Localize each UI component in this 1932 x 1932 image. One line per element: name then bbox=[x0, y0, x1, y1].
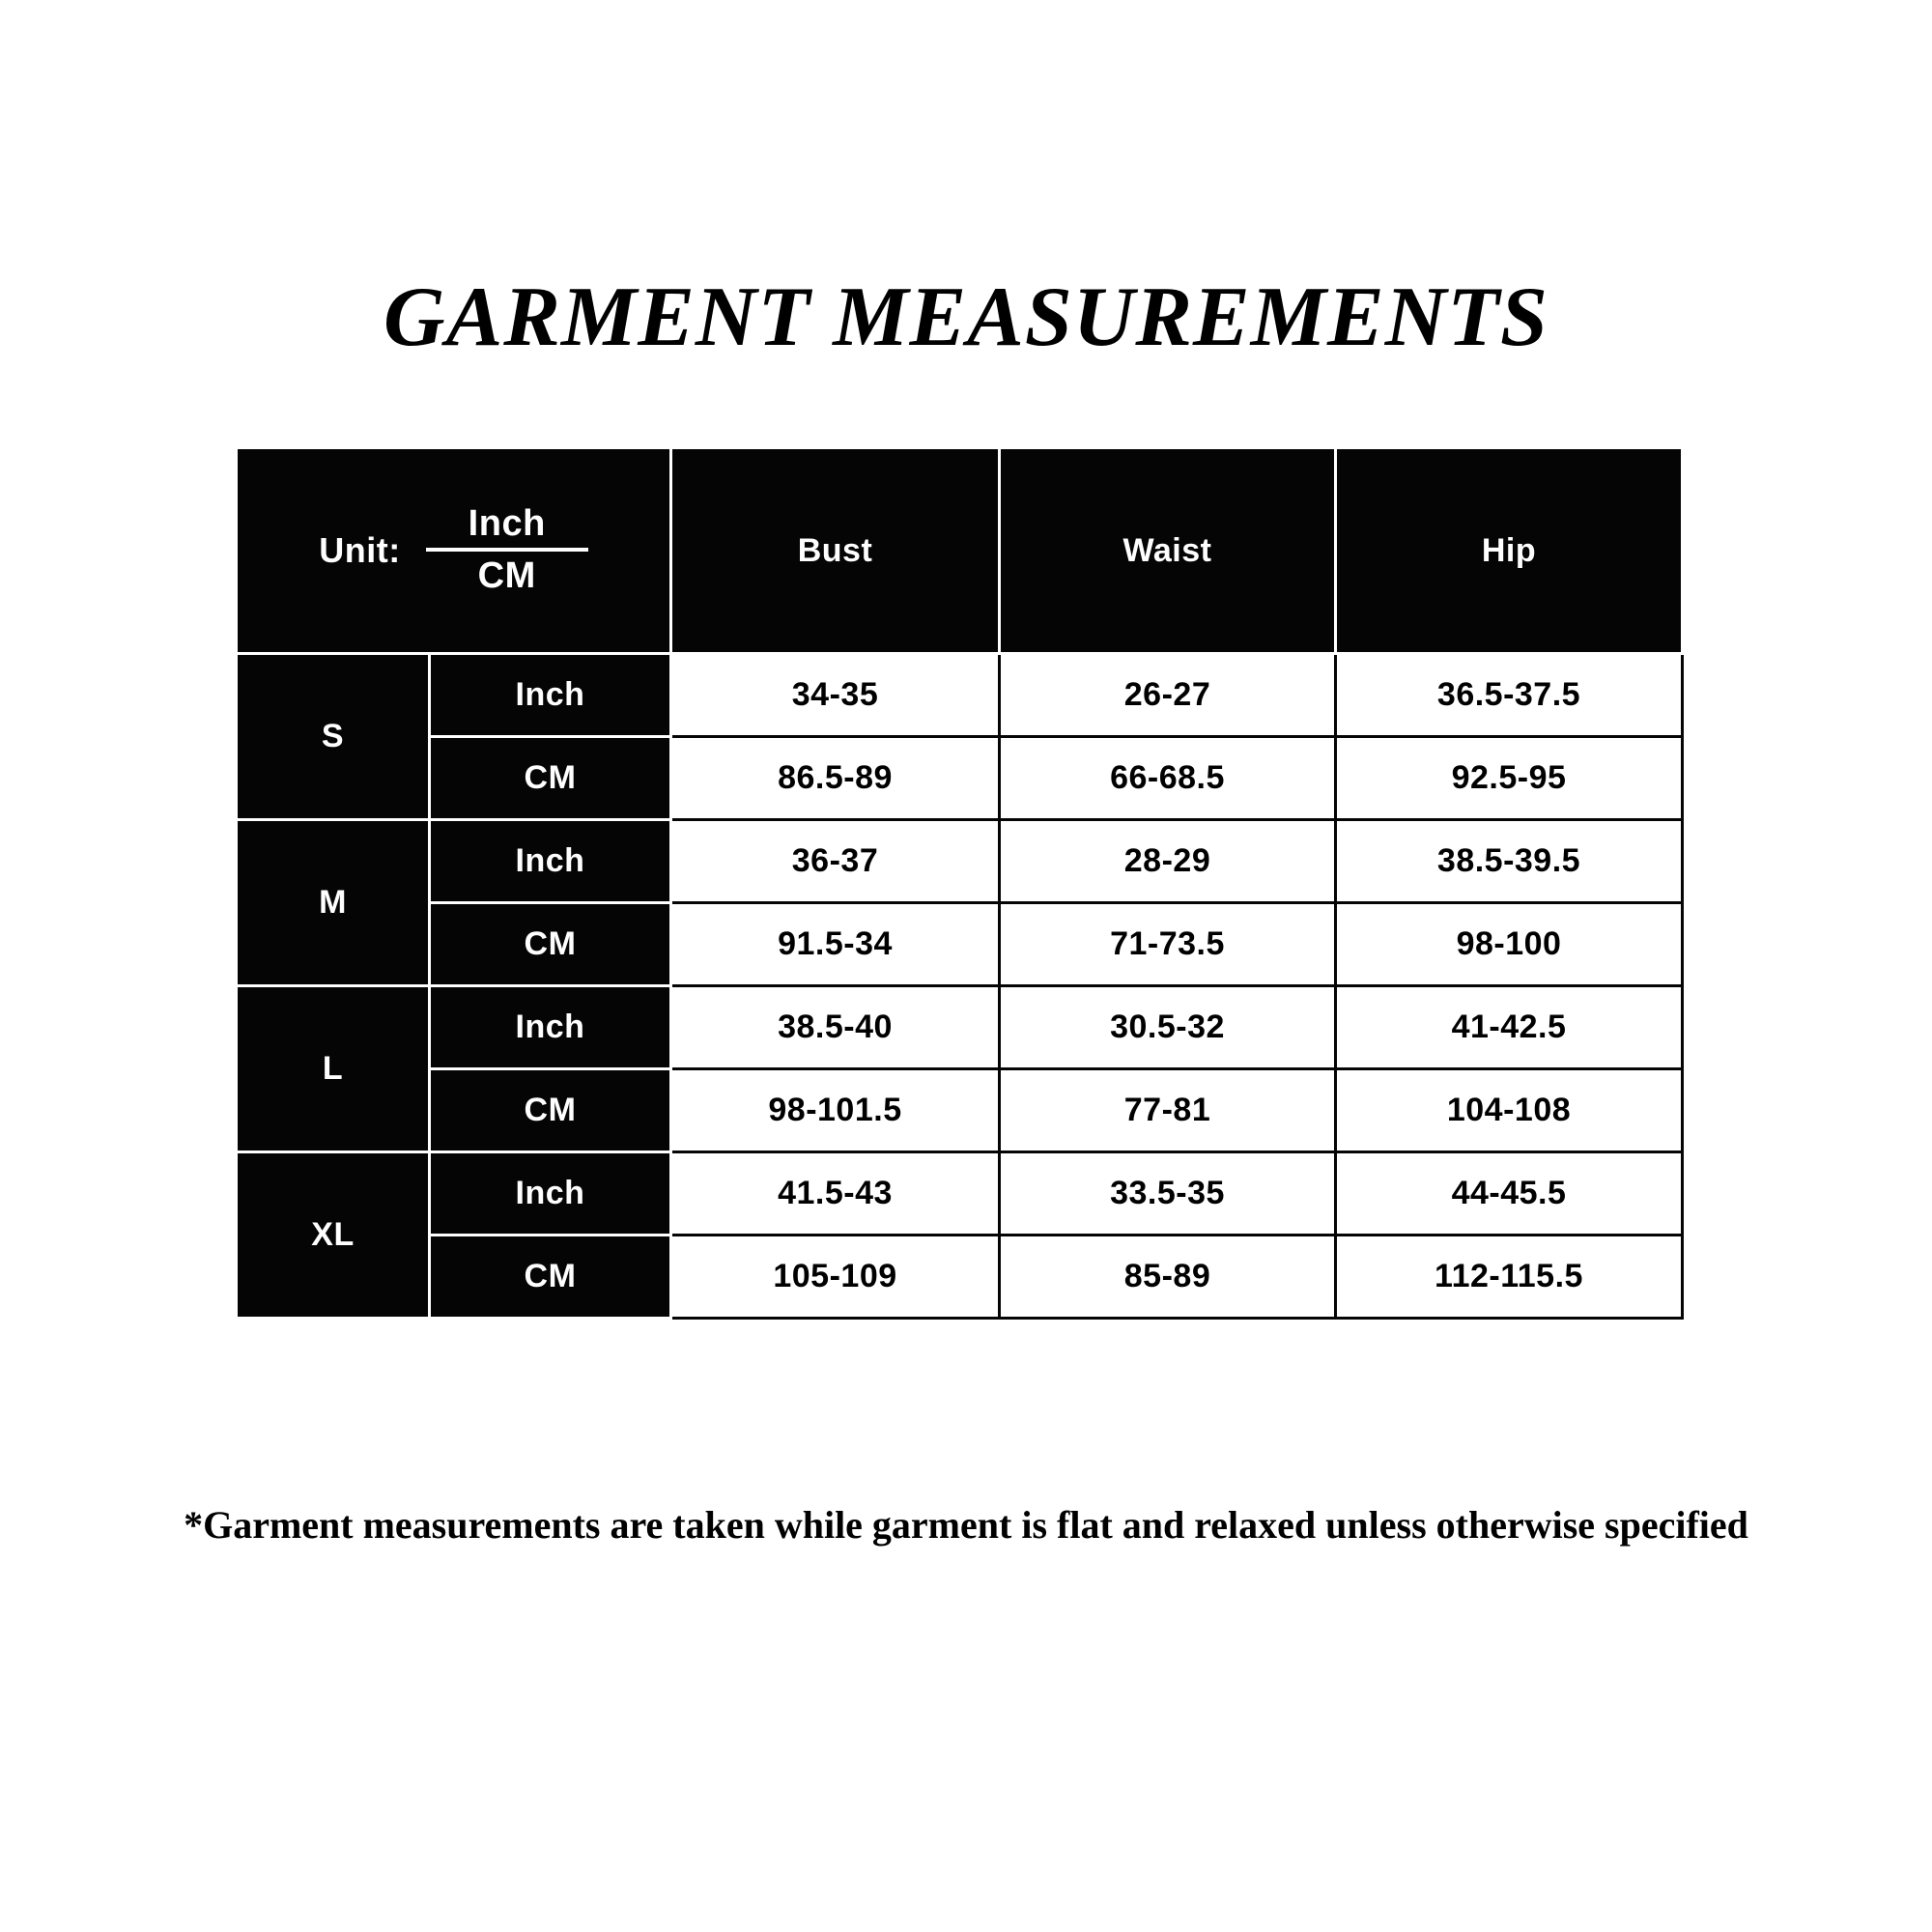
table-row bbox=[237, 737, 1683, 820]
value-hip: 41-42.5 bbox=[1336, 986, 1683, 1069]
row-unit-inch: Inch bbox=[430, 654, 671, 737]
value-waist: 77-81 bbox=[1000, 1069, 1336, 1152]
size-label-m: M bbox=[237, 820, 430, 986]
value-hip: 38.5-39.5 bbox=[1336, 820, 1683, 903]
column-header-waist: Waist bbox=[1000, 448, 1336, 654]
size-label-l: L bbox=[237, 986, 430, 1152]
row-unit-cm: CM bbox=[430, 1069, 671, 1152]
unit-denominator: CM bbox=[477, 555, 536, 596]
value-waist: 85-89 bbox=[1000, 1236, 1336, 1319]
table-row bbox=[237, 1069, 1683, 1152]
row-unit-cm: CM bbox=[430, 903, 671, 986]
table-row bbox=[237, 903, 1683, 986]
value-hip: 104-108 bbox=[1336, 1069, 1683, 1152]
table-row bbox=[237, 1152, 1683, 1236]
column-header-hip: Hip bbox=[1336, 448, 1683, 654]
value-bust: 86.5-89 bbox=[671, 737, 1000, 820]
value-bust: 105-109 bbox=[671, 1236, 1000, 1319]
table-header-row bbox=[237, 448, 1683, 654]
value-hip: 98-100 bbox=[1336, 903, 1683, 986]
unit-fraction bbox=[426, 505, 588, 596]
row-unit-cm: CM bbox=[430, 737, 671, 820]
row-unit-inch: Inch bbox=[430, 986, 671, 1069]
value-bust: 36-37 bbox=[671, 820, 1000, 903]
value-bust: 98-101.5 bbox=[671, 1069, 1000, 1152]
footnote-text: *Garment measurements are taken while garment is flat and relaxed unless otherwise specified bbox=[184, 1503, 1748, 1547]
value-hip: 92.5-95 bbox=[1336, 737, 1683, 820]
unit-label: Unit: bbox=[319, 530, 401, 570]
column-header-bust: Bust bbox=[671, 448, 1000, 654]
page-title: GARMENT MEASUREMENTS bbox=[384, 270, 1548, 364]
table-row bbox=[237, 986, 1683, 1069]
value-bust: 91.5-34 bbox=[671, 903, 1000, 986]
value-waist: 66-68.5 bbox=[1000, 737, 1336, 820]
table-row bbox=[237, 654, 1683, 737]
table-row bbox=[237, 1236, 1683, 1319]
value-hip: 44-45.5 bbox=[1336, 1152, 1683, 1236]
value-hip: 112-115.5 bbox=[1336, 1236, 1683, 1319]
row-unit-inch: Inch bbox=[430, 820, 671, 903]
value-waist: 30.5-32 bbox=[1000, 986, 1336, 1069]
row-unit-inch: Inch bbox=[430, 1152, 671, 1236]
unit-header-cell bbox=[237, 448, 671, 654]
value-waist: 26-27 bbox=[1000, 654, 1336, 737]
garment-measurements-table bbox=[235, 446, 1684, 1320]
value-bust: 41.5-43 bbox=[671, 1152, 1000, 1236]
value-bust: 38.5-40 bbox=[671, 986, 1000, 1069]
size-label-s: S bbox=[237, 654, 430, 820]
row-unit-cm: CM bbox=[430, 1236, 671, 1319]
unit-numerator: Inch bbox=[468, 503, 546, 545]
value-waist: 28-29 bbox=[1000, 820, 1336, 903]
value-waist: 33.5-35 bbox=[1000, 1152, 1336, 1236]
size-label-xl: XL bbox=[237, 1152, 430, 1319]
table-row bbox=[237, 820, 1683, 903]
value-bust: 34-35 bbox=[671, 654, 1000, 737]
value-waist: 71-73.5 bbox=[1000, 903, 1336, 986]
value-hip: 36.5-37.5 bbox=[1336, 654, 1683, 737]
